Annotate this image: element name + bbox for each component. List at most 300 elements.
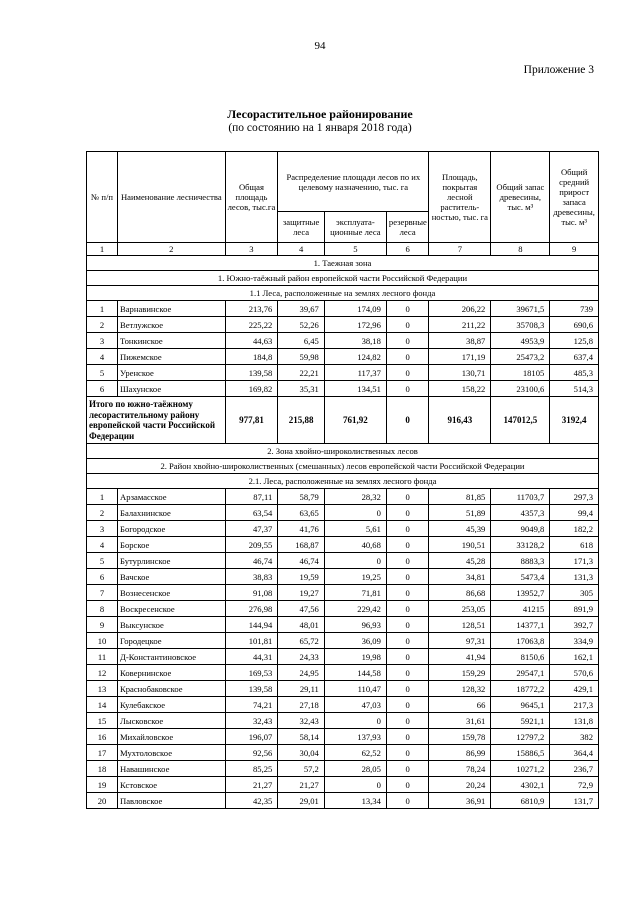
header-reserve: резервные леса — [386, 212, 428, 243]
growth-cell: 637,4 — [550, 349, 599, 365]
table-row — [87, 649, 599, 665]
document-title: Лесорастительное районирование — [227, 107, 413, 121]
column-index: 8 — [491, 243, 550, 256]
total-area-cell: 21,27 — [225, 777, 278, 793]
reserve-cell: 0 — [386, 665, 428, 681]
stock-cell: 13952,7 — [491, 585, 550, 601]
total-value: 0 — [386, 397, 428, 444]
covered-area-cell: 159,78 — [429, 729, 491, 745]
page-number: 94 — [314, 40, 326, 52]
row-number: 17 — [87, 745, 118, 761]
stock-cell: 17063,8 — [491, 633, 550, 649]
covered-area-cell: 31,61 — [429, 713, 491, 729]
total-area-cell: 184,8 — [225, 349, 278, 365]
forestry-name: Лысковское — [118, 713, 226, 729]
header-exploitation: эксплуата-ционные леса — [324, 212, 386, 243]
protective-cell: 48,01 — [278, 617, 325, 633]
protective-cell: 32,43 — [278, 713, 325, 729]
total-area-cell: 44,63 — [225, 333, 278, 349]
forestry-name: Воскресенское — [118, 601, 226, 617]
reserve-cell: 0 — [386, 569, 428, 585]
forestry-name: Уренское — [118, 365, 226, 381]
exploitation-cell: 96,93 — [324, 617, 386, 633]
reserve-cell: 0 — [386, 585, 428, 601]
header-num: № п/п — [87, 152, 118, 243]
exploitation-cell: 117,37 — [324, 365, 386, 381]
stock-cell: 4953,9 — [491, 333, 550, 349]
growth-cell: 171,3 — [550, 553, 599, 569]
title-block — [0, 107, 640, 135]
stock-cell: 10271,2 — [491, 761, 550, 777]
exploitation-cell: 40,68 — [324, 537, 386, 553]
forestry-name: Вачское — [118, 569, 226, 585]
growth-cell: 217,3 — [550, 697, 599, 713]
growth-cell: 72,9 — [550, 777, 599, 793]
total-area-cell: 101,81 — [225, 633, 278, 649]
subsection-heading: 1.1 Леса, расположенные на землях лесного фонда — [87, 286, 599, 301]
reserve-cell: 0 — [386, 793, 428, 809]
total-area-cell: 144,94 — [225, 617, 278, 633]
forestry-name: Балахнинское — [118, 505, 226, 521]
column-index: 9 — [550, 243, 599, 256]
exploitation-cell: 28,32 — [324, 489, 386, 505]
covered-area-cell: 81,85 — [429, 489, 491, 505]
reserve-cell: 0 — [386, 601, 428, 617]
exploitation-cell: 0 — [324, 713, 386, 729]
table-row — [87, 713, 599, 729]
exploitation-cell: 0 — [324, 553, 386, 569]
covered-area-cell: 130,71 — [429, 365, 491, 381]
header-covered-area: Площадь, покрытая лесной раститель-ностью, тыс. га — [429, 152, 491, 243]
row-number: 8 — [87, 601, 118, 617]
total-area-cell: 209,55 — [225, 537, 278, 553]
growth-cell: 618 — [550, 537, 599, 553]
zone-heading: 1. Таежная зона — [87, 256, 599, 271]
total-value: 3192,4 — [550, 397, 599, 444]
protective-cell: 22,21 — [278, 365, 325, 381]
table-row — [87, 569, 599, 585]
exploitation-cell: 19,25 — [324, 569, 386, 585]
stock-cell: 15886,5 — [491, 745, 550, 761]
covered-area-cell: 128,32 — [429, 681, 491, 697]
protective-cell: 19,59 — [278, 569, 325, 585]
reserve-cell: 0 — [386, 713, 428, 729]
table-row — [87, 317, 599, 333]
exploitation-cell: 47,03 — [324, 697, 386, 713]
forestry-name: Кстовское — [118, 777, 226, 793]
total-value: 761,92 — [324, 397, 386, 444]
growth-cell: 162,1 — [550, 649, 599, 665]
total-area-cell: 196,07 — [225, 729, 278, 745]
table-row — [87, 585, 599, 601]
stock-cell: 9049,8 — [491, 521, 550, 537]
table-row — [87, 681, 599, 697]
reserve-cell: 0 — [386, 745, 428, 761]
forestry-name: Ветлужское — [118, 317, 226, 333]
protective-cell: 46,74 — [278, 553, 325, 569]
table-row — [87, 793, 599, 809]
reserve-cell: 0 — [386, 505, 428, 521]
table-row — [87, 729, 599, 745]
total-area-cell: 46,74 — [225, 553, 278, 569]
covered-area-cell: 86,68 — [429, 585, 491, 601]
growth-cell: 891,9 — [550, 601, 599, 617]
exploitation-cell: 13,34 — [324, 793, 386, 809]
table-row — [87, 505, 599, 521]
forestry-name: Мухтоловское — [118, 745, 226, 761]
protective-cell: 24,33 — [278, 649, 325, 665]
exploitation-cell: 229,42 — [324, 601, 386, 617]
covered-area-cell: 45,28 — [429, 553, 491, 569]
growth-cell: 514,3 — [550, 381, 599, 397]
stock-cell: 33128,2 — [491, 537, 550, 553]
exploitation-cell: 0 — [324, 505, 386, 521]
reserve-cell: 0 — [386, 301, 428, 317]
row-number: 2 — [87, 317, 118, 333]
total-area-cell: 225,22 — [225, 317, 278, 333]
row-number: 1 — [87, 301, 118, 317]
stock-cell: 12797,2 — [491, 729, 550, 745]
forestry-name: Тонкинское — [118, 333, 226, 349]
table-row — [87, 777, 599, 793]
protective-cell: 29,01 — [278, 793, 325, 809]
exploitation-cell: 62,52 — [324, 745, 386, 761]
row-number: 1 — [87, 489, 118, 505]
exploitation-cell: 134,51 — [324, 381, 386, 397]
column-index: 7 — [429, 243, 491, 256]
protective-cell: 29,11 — [278, 681, 325, 697]
table-row — [87, 697, 599, 713]
protective-cell: 35,31 — [278, 381, 325, 397]
exploitation-cell: 36,09 — [324, 633, 386, 649]
forestry-name: Михайловское — [118, 729, 226, 745]
row-number: 19 — [87, 777, 118, 793]
exploitation-cell: 124,82 — [324, 349, 386, 365]
exploitation-cell: 110,47 — [324, 681, 386, 697]
row-number: 2 — [87, 505, 118, 521]
stock-cell: 6810,9 — [491, 793, 550, 809]
covered-area-cell: 34,81 — [429, 569, 491, 585]
column-index: 1 — [87, 243, 118, 256]
protective-cell: 59,98 — [278, 349, 325, 365]
total-area-cell: 91,08 — [225, 585, 278, 601]
protective-cell: 24,95 — [278, 665, 325, 681]
row-number: 10 — [87, 633, 118, 649]
forestry-name: Пижемское — [118, 349, 226, 365]
reserve-cell: 0 — [386, 349, 428, 365]
header-stock: Общий запас древесины, тыс. м³ — [491, 152, 550, 243]
forestry-name: Бутурлинское — [118, 553, 226, 569]
reserve-cell: 0 — [386, 553, 428, 569]
row-number: 3 — [87, 521, 118, 537]
reserve-cell: 0 — [386, 537, 428, 553]
table-row — [87, 665, 599, 681]
covered-area-cell: 171,19 — [429, 349, 491, 365]
total-area-cell: 42,35 — [225, 793, 278, 809]
header-distribution: Распределение площади лесов по их целевому назначению, тыс. га — [278, 152, 429, 212]
protective-cell: 168,87 — [278, 537, 325, 553]
row-number: 20 — [87, 793, 118, 809]
forestry-name: Навашинское — [118, 761, 226, 777]
protective-cell: 58,79 — [278, 489, 325, 505]
growth-cell: 125,8 — [550, 333, 599, 349]
table-row — [87, 745, 599, 761]
table-row — [87, 489, 599, 505]
stock-cell: 9645,1 — [491, 697, 550, 713]
covered-area-cell: 211,22 — [429, 317, 491, 333]
growth-cell: 305 — [550, 585, 599, 601]
growth-cell: 485,3 — [550, 365, 599, 381]
growth-cell: 364,4 — [550, 745, 599, 761]
stock-cell: 29547,1 — [491, 665, 550, 681]
growth-cell: 690,6 — [550, 317, 599, 333]
protective-cell: 65,72 — [278, 633, 325, 649]
growth-cell: 429,1 — [550, 681, 599, 697]
subsection-heading: 2.1. Леса, расположенные на землях лесного фонда — [87, 474, 599, 489]
stock-cell: 35708,3 — [491, 317, 550, 333]
covered-area-cell: 97,31 — [429, 633, 491, 649]
exploitation-cell: 137,93 — [324, 729, 386, 745]
reserve-cell: 0 — [386, 761, 428, 777]
header-name: Наименование лесничества — [118, 152, 226, 243]
total-area-cell: 276,98 — [225, 601, 278, 617]
reserve-cell: 0 — [386, 729, 428, 745]
exploitation-cell: 172,96 — [324, 317, 386, 333]
forestry-name: Борское — [118, 537, 226, 553]
protective-cell: 52,26 — [278, 317, 325, 333]
total-area-cell: 74,21 — [225, 697, 278, 713]
total-area-cell: 92,56 — [225, 745, 278, 761]
exploitation-cell: 144,58 — [324, 665, 386, 681]
stock-cell: 4357,3 — [491, 505, 550, 521]
row-number: 5 — [87, 553, 118, 569]
reserve-cell: 0 — [386, 777, 428, 793]
stock-cell: 5473,4 — [491, 569, 550, 585]
forestry-name: Краснобаковское — [118, 681, 226, 697]
table-row — [87, 333, 599, 349]
stock-cell: 11703,7 — [491, 489, 550, 505]
growth-cell: 99,4 — [550, 505, 599, 521]
total-row — [87, 397, 599, 444]
protective-cell: 39,67 — [278, 301, 325, 317]
table-row — [87, 521, 599, 537]
protective-cell: 19,27 — [278, 585, 325, 601]
forestry-name: Городецкое — [118, 633, 226, 649]
covered-area-cell: 253,05 — [429, 601, 491, 617]
forestry-name: Павловское — [118, 793, 226, 809]
table-row — [87, 617, 599, 633]
covered-area-cell: 78,24 — [429, 761, 491, 777]
row-number: 6 — [87, 569, 118, 585]
column-index: 2 — [118, 243, 226, 256]
total-area-cell: 169,82 — [225, 381, 278, 397]
column-index: 3 — [225, 243, 278, 256]
column-index: 4 — [278, 243, 325, 256]
covered-area-cell: 36,91 — [429, 793, 491, 809]
header-total-area: Общая площадь лесов, тыс.га — [225, 152, 278, 243]
row-number: 4 — [87, 349, 118, 365]
total-area-cell: 63,54 — [225, 505, 278, 521]
covered-area-cell: 51,89 — [429, 505, 491, 521]
growth-cell: 236,7 — [550, 761, 599, 777]
row-number: 13 — [87, 681, 118, 697]
reserve-cell: 0 — [386, 521, 428, 537]
covered-area-cell: 38,87 — [429, 333, 491, 349]
forestry-name: Богородское — [118, 521, 226, 537]
forestry-name: Кулебакское — [118, 697, 226, 713]
stock-cell: 4302,1 — [491, 777, 550, 793]
protective-cell: 41,76 — [278, 521, 325, 537]
reserve-cell: 0 — [386, 617, 428, 633]
exploitation-cell: 19,98 — [324, 649, 386, 665]
column-index: 5 — [324, 243, 386, 256]
document-subtitle: (по состоянию на 1 января 2018 года) — [228, 122, 412, 134]
covered-area-cell: 158,22 — [429, 381, 491, 397]
covered-area-cell: 190,51 — [429, 537, 491, 553]
row-number: 11 — [87, 649, 118, 665]
reserve-cell: 0 — [386, 633, 428, 649]
total-value: 147012,5 — [491, 397, 550, 444]
total-area-cell: 169,53 — [225, 665, 278, 681]
region-heading: 2. Район хвойно-широколиственных (смешанных) лесов европейской части Российской Федерации — [87, 459, 599, 474]
table-row — [87, 553, 599, 569]
protective-cell: 6,45 — [278, 333, 325, 349]
header-protective: защитные леса — [278, 212, 325, 243]
protective-cell: 63,65 — [278, 505, 325, 521]
table-row — [87, 301, 599, 317]
exploitation-cell: 5,61 — [324, 521, 386, 537]
covered-area-cell: 41,94 — [429, 649, 491, 665]
covered-area-cell: 86,99 — [429, 745, 491, 761]
growth-cell: 570,6 — [550, 665, 599, 681]
total-area-cell: 44,31 — [225, 649, 278, 665]
row-number: 6 — [87, 381, 118, 397]
protective-cell: 30,04 — [278, 745, 325, 761]
header-growth: Общий средний прирост запаса древесины, тыс. м³ — [550, 152, 599, 243]
zone-heading: 2. Зона хвойно-широколиственных лесов — [87, 444, 599, 459]
protective-cell: 47,56 — [278, 601, 325, 617]
growth-cell: 131,3 — [550, 569, 599, 585]
reserve-cell: 0 — [386, 697, 428, 713]
total-area-cell: 213,76 — [225, 301, 278, 317]
total-area-cell: 47,37 — [225, 521, 278, 537]
total-area-cell: 87,11 — [225, 489, 278, 505]
reserve-cell: 0 — [386, 333, 428, 349]
reserve-cell: 0 — [386, 381, 428, 397]
table-row — [87, 537, 599, 553]
column-index-row — [87, 243, 599, 256]
forestry-name: Шахунское — [118, 381, 226, 397]
reserve-cell: 0 — [386, 649, 428, 665]
growth-cell: 182,2 — [550, 521, 599, 537]
forestry-name: Д-Константиновское — [118, 649, 226, 665]
covered-area-cell: 66 — [429, 697, 491, 713]
row-number: 3 — [87, 333, 118, 349]
growth-cell: 334,9 — [550, 633, 599, 649]
forestry-name: Варнавинское — [118, 301, 226, 317]
stock-cell: 5921,1 — [491, 713, 550, 729]
table-row — [87, 601, 599, 617]
exploitation-cell: 0 — [324, 777, 386, 793]
stock-cell: 8150,6 — [491, 649, 550, 665]
total-label: Итого по южно-таёжному лесорастительному району европейской части Российской Федерации — [87, 397, 226, 444]
stock-cell: 18772,2 — [491, 681, 550, 697]
row-number: 7 — [87, 585, 118, 601]
growth-cell: 739 — [550, 301, 599, 317]
forestry-name: Ковернинское — [118, 665, 226, 681]
table-row — [87, 633, 599, 649]
growth-cell: 392,7 — [550, 617, 599, 633]
column-index: 6 — [386, 243, 428, 256]
forest-zoning-table — [86, 151, 599, 809]
total-area-cell: 32,43 — [225, 713, 278, 729]
total-value: 916,43 — [429, 397, 491, 444]
region-heading: 1. Южно-таёжный район европейской части Российской Федерации — [87, 271, 599, 286]
protective-cell: 57,2 — [278, 761, 325, 777]
stock-cell: 39671,5 — [491, 301, 550, 317]
growth-cell: 131,7 — [550, 793, 599, 809]
table-row — [87, 365, 599, 381]
table-row — [87, 349, 599, 365]
protective-cell: 21,27 — [278, 777, 325, 793]
growth-cell: 382 — [550, 729, 599, 745]
forestry-name: Выксунское — [118, 617, 226, 633]
total-area-cell: 139,58 — [225, 365, 278, 381]
row-number: 5 — [87, 365, 118, 381]
row-number: 16 — [87, 729, 118, 745]
covered-area-cell: 45,39 — [429, 521, 491, 537]
row-number: 4 — [87, 537, 118, 553]
stock-cell: 41215 — [491, 601, 550, 617]
forestry-name: Арзамасское — [118, 489, 226, 505]
table-row — [87, 761, 599, 777]
reserve-cell: 0 — [386, 365, 428, 381]
reserve-cell: 0 — [386, 681, 428, 697]
total-area-cell: 139,58 — [225, 681, 278, 697]
stock-cell: 14377,1 — [491, 617, 550, 633]
row-number: 12 — [87, 665, 118, 681]
total-value: 977,81 — [225, 397, 278, 444]
exploitation-cell: 71,81 — [324, 585, 386, 601]
stock-cell: 23100,6 — [491, 381, 550, 397]
exploitation-cell: 174,09 — [324, 301, 386, 317]
exploitation-cell: 28,05 — [324, 761, 386, 777]
table-row — [87, 381, 599, 397]
stock-cell: 25473,2 — [491, 349, 550, 365]
stock-cell: 18105 — [491, 365, 550, 381]
row-number: 15 — [87, 713, 118, 729]
total-area-cell: 85,25 — [225, 761, 278, 777]
reserve-cell: 0 — [386, 489, 428, 505]
covered-area-cell: 159,29 — [429, 665, 491, 681]
reserve-cell: 0 — [386, 317, 428, 333]
covered-area-cell: 128,51 — [429, 617, 491, 633]
covered-area-cell: 20,24 — [429, 777, 491, 793]
protective-cell: 58,14 — [278, 729, 325, 745]
row-number: 9 — [87, 617, 118, 633]
total-value: 215,88 — [278, 397, 325, 444]
forestry-name: Вознесенское — [118, 585, 226, 601]
covered-area-cell: 206,22 — [429, 301, 491, 317]
stock-cell: 8883,3 — [491, 553, 550, 569]
growth-cell: 297,3 — [550, 489, 599, 505]
row-number: 18 — [87, 761, 118, 777]
growth-cell: 131,8 — [550, 713, 599, 729]
row-number: 14 — [87, 697, 118, 713]
appendix-label: Приложение 3 — [523, 64, 594, 76]
exploitation-cell: 38,18 — [324, 333, 386, 349]
protective-cell: 27,18 — [278, 697, 325, 713]
